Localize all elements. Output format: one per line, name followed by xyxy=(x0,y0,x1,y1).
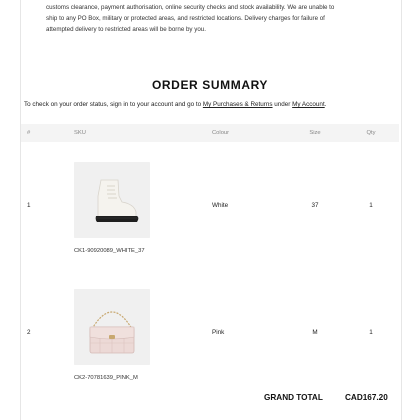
header-size: Size xyxy=(287,124,343,142)
order-items-table xyxy=(21,124,399,396)
status-prefix: To check on your order status, sign in to your account and go to xyxy=(24,101,203,108)
shipping-notice xyxy=(46,2,376,36)
item-sku-cell xyxy=(74,269,212,396)
item-sku: CK1-90920089_WHITE_37 xyxy=(74,247,145,254)
pink-bag-icon[interactable] xyxy=(74,289,150,365)
white-boot-icon[interactable] xyxy=(74,162,150,238)
item-qty: 1 xyxy=(369,202,373,209)
order-status-text xyxy=(24,101,326,108)
item-qty: 1 xyxy=(369,329,373,336)
notice-line: customs clearance, payment authorisation, online security checks and stock availability. We are unable to xyxy=(46,4,335,11)
item-number: 2 xyxy=(27,329,31,336)
status-suffix: . xyxy=(324,101,327,108)
item-colour: Pink xyxy=(212,329,225,336)
header-colour: Colour xyxy=(212,124,287,142)
header-sku: SKU xyxy=(74,124,212,142)
table-header-row xyxy=(21,124,399,142)
my-purchases-link[interactable]: My Purchases & Returns xyxy=(202,101,273,108)
table-row xyxy=(21,142,399,269)
item-number: 1 xyxy=(27,202,31,209)
header-qty: Qty xyxy=(343,124,399,142)
notice-line: ship to any PO Box, military or protected areas, and restricted locations. Delivery charges for failure of xyxy=(46,15,325,23)
status-middle: under xyxy=(272,101,293,108)
item-size: 37 xyxy=(311,202,319,209)
grand-total-label: GRAND TOTAL xyxy=(264,393,323,402)
my-account-link[interactable]: My Account xyxy=(292,101,325,108)
item-sku-cell xyxy=(74,142,212,269)
notice-line: attempted delivery to restricted areas will be borne by you. xyxy=(46,26,206,34)
order-summary-title: ORDER SUMMARY xyxy=(151,78,269,92)
item-sku: CK2-70781639_PINK_M xyxy=(74,374,138,381)
item-colour: White xyxy=(212,202,229,209)
item-size: M xyxy=(312,329,318,336)
header-number: # xyxy=(21,124,74,142)
grand-total-amount: CAD167.20 xyxy=(345,393,388,402)
table-row xyxy=(21,269,399,396)
